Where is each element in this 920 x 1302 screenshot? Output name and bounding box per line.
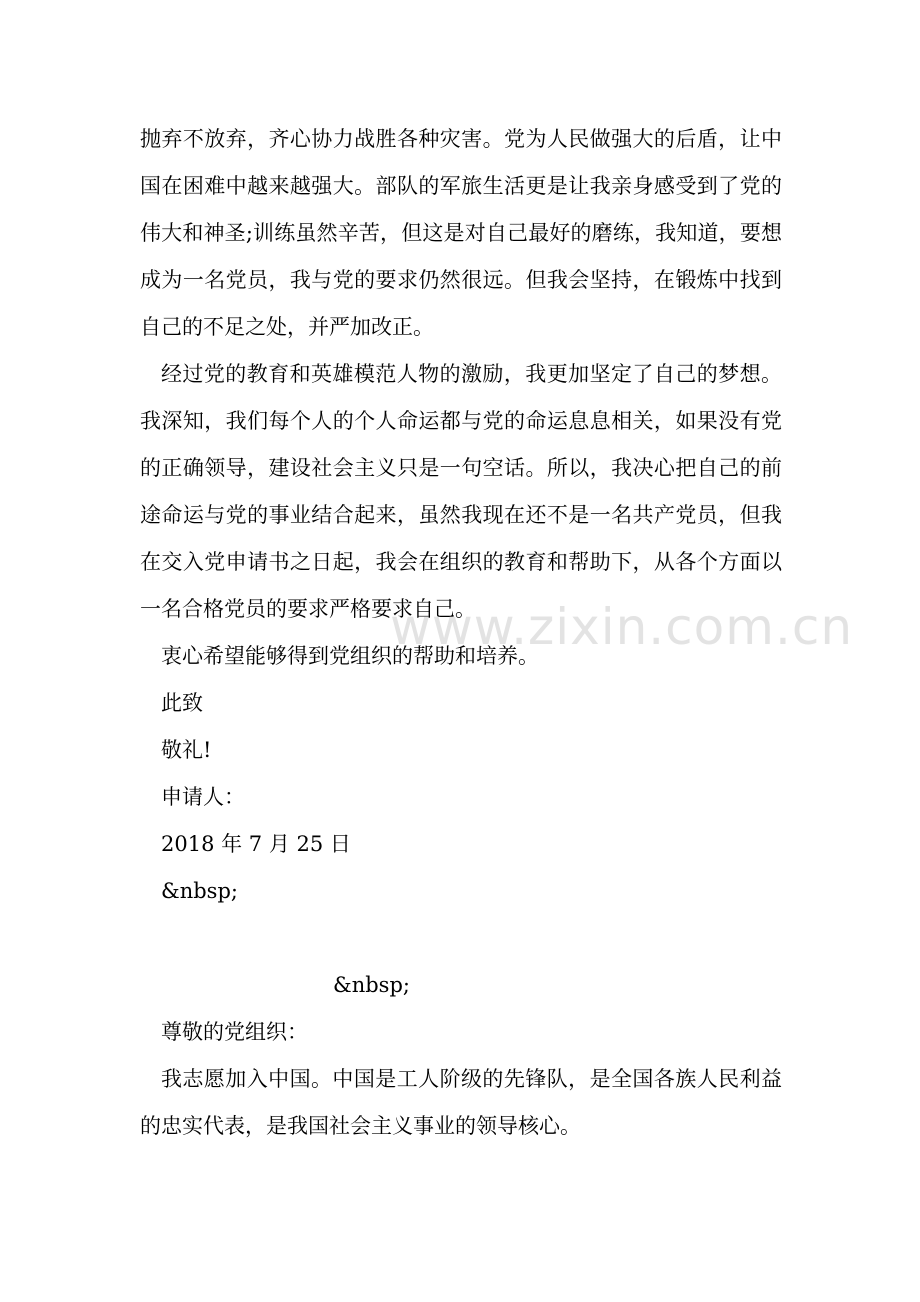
signature-date: 2018 年 7 月 25 日 — [161, 832, 351, 856]
salutation-line-1: 此致 — [161, 691, 203, 715]
nbsp-text-2: &nbsp; — [333, 973, 410, 997]
site-watermark: www.zixin.com.cn — [390, 598, 854, 656]
closing-wish: 衷心希望能够得到党组织的帮助和培养。 — [161, 644, 539, 668]
salutation-line-2: 敬礼! — [161, 738, 212, 762]
body-paragraph-2: 经过党的教育和英雄模范人物的激励，我更加坚定了自己的梦想。我深知，我们每个人的个人命运都与党的命运息息相关，如果没有党的正确领导，建设社会主义只是一句空话。所以，我决心把自己的前途命运与党的事业结合起来，虽然我现在还不是一名共产党员，但我在交入党申请书之日起，我会在组织的教育和帮助下，从各个方面以一名合格党员的要求严格要求自己。 — [140, 362, 782, 621]
nbsp-text-1: &nbsp; — [161, 879, 238, 903]
document-body — [140, 116, 782, 1150]
intro-paragraph: 我志愿加入中国。中国是工人阶级的先锋队，是全国各族人民利益的忠实代表，是我国社会主义事业的领导核心。 — [140, 1067, 782, 1138]
applicant-label: 申请人： — [161, 785, 245, 809]
letter-greeting: 尊敬的党组织： — [161, 1020, 308, 1044]
blank-line — [140, 915, 782, 962]
body-paragraph-1: 抛弃不放弃，齐心协力战胜各种灾害。党为人民做强大的后盾，让中国在困难中越来越强大。部队的军旅生活更是让我亲身感受到了党的伟大和神圣;训练虽然辛苦，但这是对自己最好的磨练，我知道，要想成为一名党员，我与党的要求仍然很远。但我会坚持，在锻炼中找到自己的不足之处，并严加改正。 — [140, 127, 782, 339]
